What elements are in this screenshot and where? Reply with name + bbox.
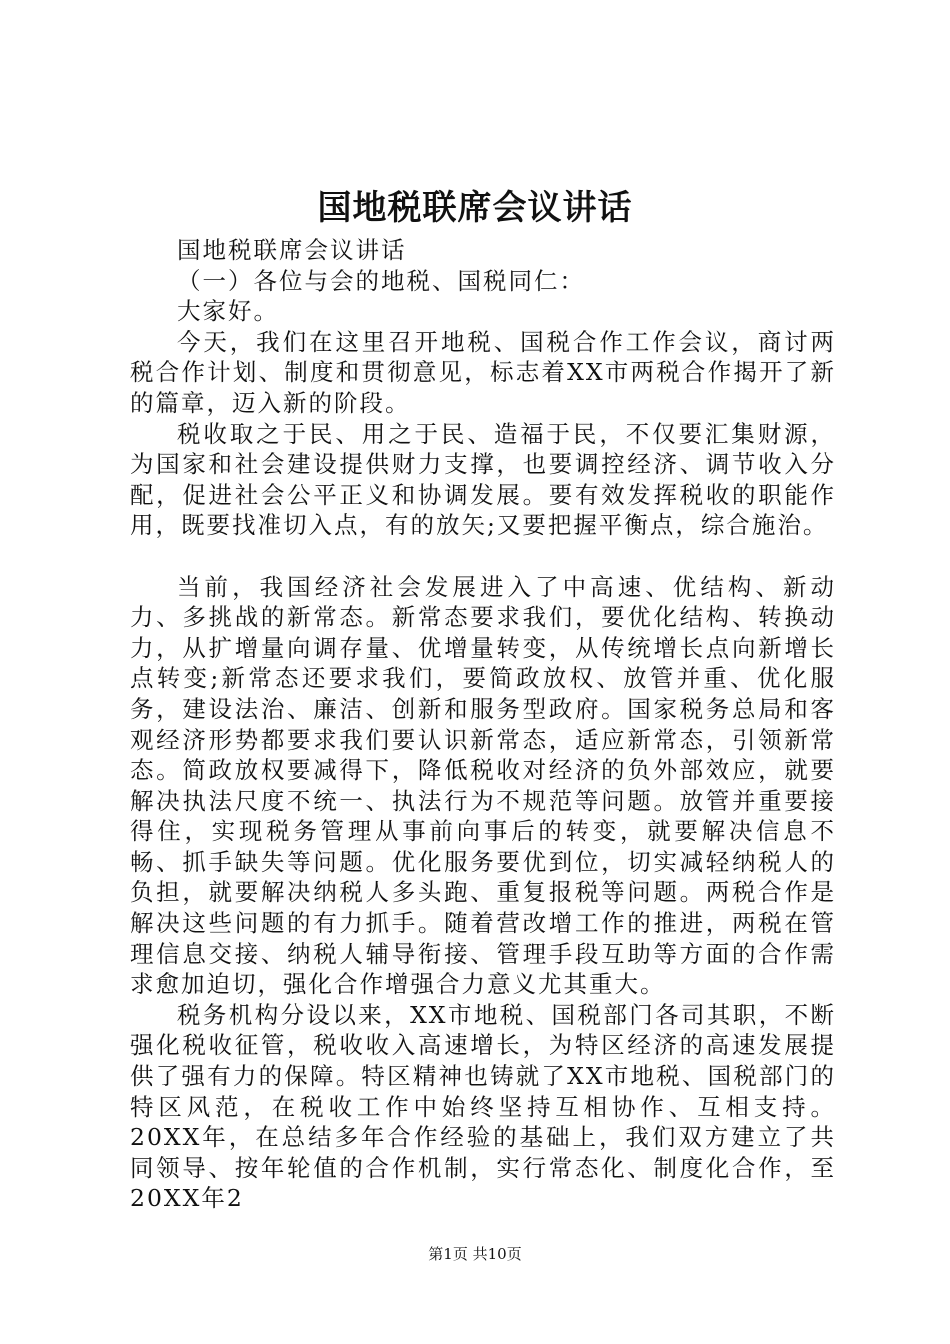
paragraph-subtitle: 国地税联席会议讲话 [177, 236, 407, 264]
paragraph-opening: 今天，我们在这里召开地税、国税合作工作会议，商讨两税合作计划、制度和贯彻意见，标志着XX市两税合作揭开了新的篇章，迈入新的阶段。 [130, 327, 836, 417]
paragraph-greeting: 大家好。 [177, 297, 279, 326]
paragraph-tax-role: 税收取之于民、用之于民、造福于民，不仅要汇集财源，为国家和社会建设提供财力支撑，也要调控经济、调节收入分配，促进社会公平正义和协调发展。要有效发挥税收的职能作用，既要找准切入点，有的放矢;又要把握平衡点，综合施治。 [130, 419, 836, 540]
paragraph-new-normal: 当前，我国经济社会发展进入了中高速、优结构、新动力、多挑战的新常态。新常态要求我们，要优化结构、转换动力，从扩增量向调存量、优增量转变，从传统增长点向新增长点转变;新常态还要求我们，要简政放权、放管并重、优化服务，建设法治、廉洁、创新和服务型政府。国家税务总局和客观经济形势都要求我们要认识新常态，适应新常态，引领新常态。简政放权要减得下，降低税收对经济的负外部效应，就要解决执法尺度不统一、执法行为不规范等问题。放管并重要接得住，实现税务管理从事前向事后的转变，就要解决信息不畅、抓手缺失等问题。优化服务要优到位，切实减轻纳税人的负担，就要解决纳税人多头跑、重复报税等问题。两税合作是解决这些问题的有力抓手。随着营改增工作的推进，两税在管理信息交接、纳税人辅导衔接、管理手段互助等方面的合作需求愈加迫切，强化合作增强合力意义尤其重大。 [130, 572, 836, 999]
document-title: 国地税联席会议讲话 [317, 188, 633, 228]
paragraph-salutation: （一）各位与会的地税、国税同仁： [177, 266, 585, 295]
paragraph-history: 税务机构分设以来，XX市地税、国税部门各司其职，不断强化税收征管，税收收入高速增长，为特区经济的高速发展提供了强有力的保障。特区精神也铸就了XX市地税、国税部门的特区风范，在税收工作中始终坚持互相协作、互相支持。20XX年，在总结多年合作经验的基础上，我们双方建立了共同领导、按年轮值的合作机制，实行常态化、制度化合作，至20XX年2 [130, 1000, 836, 1213]
document-body [130, 235, 836, 1214]
page-footer: 第1页 共10页 [428, 1245, 522, 1263]
